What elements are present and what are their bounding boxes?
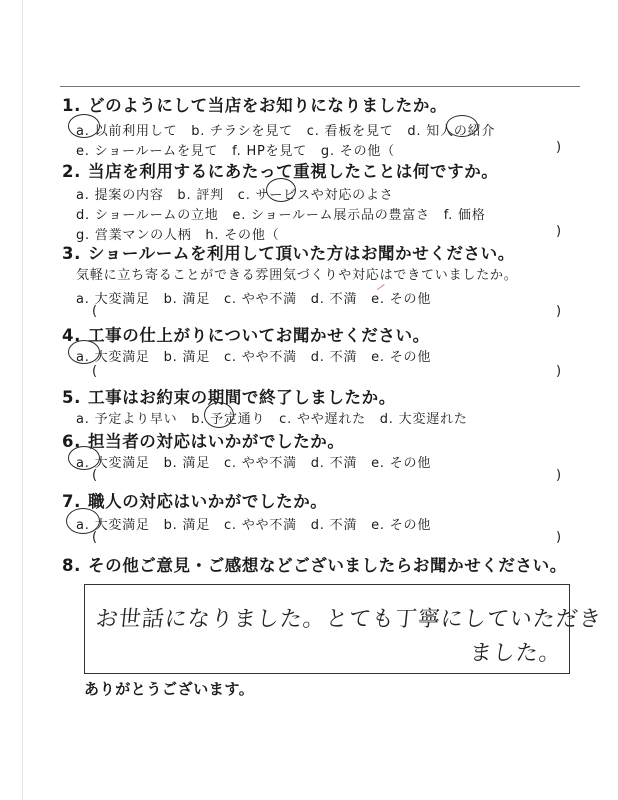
answer-circle-q1-a xyxy=(68,114,100,138)
q4-options: a. 大変満足 b. 満足 c. やや不満 d. 不満 e. その他 xyxy=(76,350,432,365)
q1-paren-close: ) xyxy=(556,140,562,155)
question-5: 5. 工事はお約束の期間で終了しましたか。 xyxy=(62,388,396,407)
question-6: 6. 担当者の対応はいかがでしたか。 xyxy=(62,432,345,451)
answer-circle-q4-a xyxy=(68,340,100,364)
q3-paren-close: ) xyxy=(556,304,562,319)
q6-options: a. 大変満足 b. 満足 c. やや不満 d. 不満 e. その他 xyxy=(76,456,432,471)
q3-options: a. 大変満足 b. 満足 c. やや不満 d. 不満 e. その他 xyxy=(76,292,432,307)
q2-options-line3: g. 営業マンの人柄 h. その他（ xyxy=(76,228,280,243)
q4-paren-open: ( xyxy=(92,364,98,379)
thank-you-text: ありがとうございます。 xyxy=(84,680,255,698)
q6-paren-open: ( xyxy=(92,468,98,483)
q1-options-line2: e. ショールームを見て f. HPを見て g. その他（ xyxy=(76,144,395,159)
answer-circle-q5-b xyxy=(204,402,234,428)
q2-paren-close: ) xyxy=(556,224,562,239)
q7-paren-open: ( xyxy=(92,530,98,545)
question-1: 1. どのようにして当店をお知りになりましたか。 xyxy=(62,96,448,115)
header-rule xyxy=(60,86,580,87)
q5-options: a. 予定より早い b. 予定通り c. やや遅れた d. 大変遅れた xyxy=(76,412,468,427)
q3-subquestion: 気軽に立ち寄ることができる雰囲気づくりや対応はできていましたか。 xyxy=(76,268,518,283)
answer-circle-q7-a xyxy=(66,508,100,534)
handwritten-comment-line2: ました。 xyxy=(468,641,564,666)
question-7: 7. 職人の対応はいかがでしたか。 xyxy=(62,492,328,511)
q7-options: a. 大変満足 b. 満足 c. やや不満 d. 不満 e. その他 xyxy=(76,518,432,533)
answer-circle-q2-c xyxy=(266,178,296,202)
answer-circle-q6-a xyxy=(68,446,100,470)
q3-paren-open: ( xyxy=(92,304,98,319)
question-8: 8. その他ご意見・ご感想などございましたらお聞かせください。 xyxy=(62,556,567,575)
page-edge-line xyxy=(22,0,23,800)
question-3: 3. ショールームを利用して頂いた方はお聞かせください。 xyxy=(62,244,515,263)
question-4: 4. 工事の仕上がりについてお聞かせください。 xyxy=(62,326,430,345)
q6-paren-close: ) xyxy=(556,468,562,483)
q2-options-line1: a. 提案の内容 b. 評判 c. サービスや対応のよさ xyxy=(76,188,394,203)
answer-circle-q1-d xyxy=(446,115,478,137)
q2-options-line2: d. ショールームの立地 e. ショールーム展示品の豊富さ f. 価格 xyxy=(76,208,486,223)
q1-options-line1: a. 以前利用して b. チラシを見て c. 看板を見て d. 知人の紹介 xyxy=(76,124,496,139)
q7-paren-close: ) xyxy=(556,530,562,545)
question-2: 2. 当店を利用するにあたって重視したことは何ですか。 xyxy=(62,162,499,181)
q4-paren-close: ) xyxy=(556,364,562,379)
handwritten-comment-line1: お世話になりました。とても丁寧にしていただき xyxy=(94,607,604,632)
